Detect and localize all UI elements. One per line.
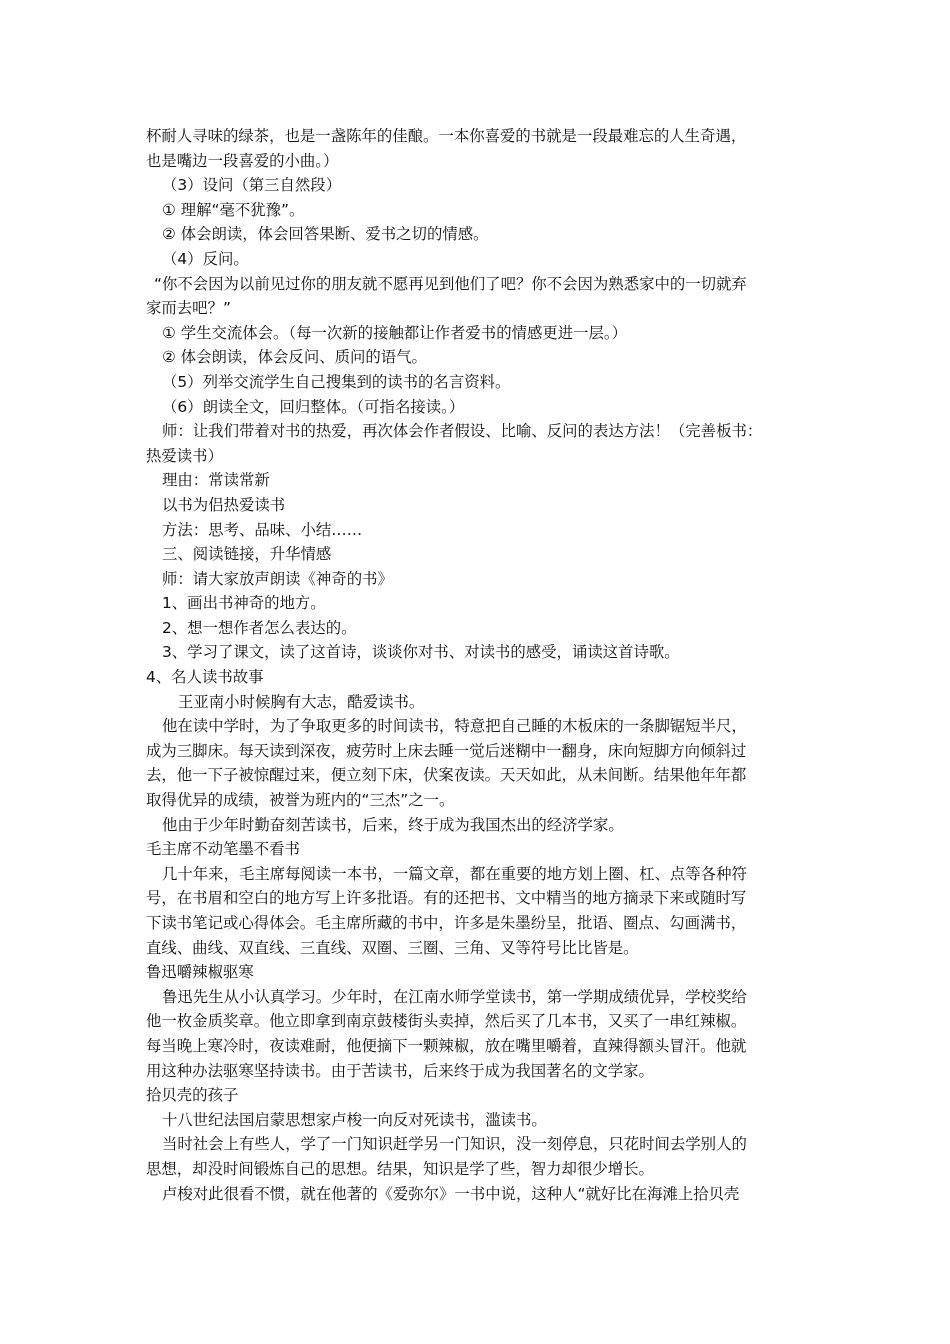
text-line: （5）列举交流学生自己搜集到的读书的名言资料。 xyxy=(162,372,511,391)
text-line: 十八世纪法国启蒙思想家卢梭一向反对死读书，滥读书。 xyxy=(162,1110,547,1129)
text-line: 拾贝壳的孩子 xyxy=(146,1086,239,1105)
text-line: 师：请大家放声朗读《神奇的书》 xyxy=(162,569,393,588)
text-line: （4）反问。 xyxy=(162,249,249,268)
text-line: 他由于少年时勤奋刻苦读书，后来，终于成为我国杰出的经济学家。 xyxy=(162,815,624,834)
text-line: 4、名人读书故事 xyxy=(146,668,264,687)
text-line: 以书为侣热爱读书 xyxy=(162,495,286,514)
text-line: 用这种办法驱寒坚持读书。由于苦读书，后来终于成为我国著名的文学家。 xyxy=(146,1061,654,1080)
text-line: 直线、曲线、双直线、三直线、双圈、三圈、三角、叉等符号比比皆是。 xyxy=(146,938,639,957)
text-line: 理由：常读常新 xyxy=(162,471,270,490)
text-line: 每当晚上寒冷时，夜读难耐，他便摘下一颗辣椒，放在嘴里嚼着，直辣得额头冒汗。他就 xyxy=(146,1036,747,1055)
text-line: 鲁迅先生从小认真学习。少年时，在江南水师学堂读书，第一学期成绩优异，学校奖给 xyxy=(162,987,747,1006)
text-line: 三、阅读链接，升华情感 xyxy=(162,545,332,564)
text-line: 方法：思考、品味、小结…… xyxy=(162,520,363,539)
text-line: 他一枚金质奖章。他立即拿到南京鼓楼街头卖掉，然后买了几本书，又买了一串红辣椒。 xyxy=(146,1012,747,1031)
text-line: ② 体会朗读，体会回答果断、爱书之切的情感。 xyxy=(162,225,489,244)
text-line: 鲁迅嚼辣椒驱寒 xyxy=(146,963,254,982)
text-line: ① 学生交流体会。（每一次新的接触都让作者爱书的情感更进一层。） xyxy=(162,323,628,342)
text-line: ① 理解“毫不犹豫”。 xyxy=(162,200,305,219)
document-page xyxy=(146,124,814,1206)
text-line: 师：让我们带着对书的热爱，再次体会作者假设、比喻、反问的表达方法！（完善板书： xyxy=(162,422,763,441)
text-line: 毛主席不动笔墨不看书 xyxy=(146,840,300,859)
text-line: 当时社会上有些人，学了一门知识赶学另一门知识，没一刻停息，只花时间去学别人的 xyxy=(162,1135,747,1154)
text-line: 也是嘴边一段喜爱的小曲。） xyxy=(146,151,339,170)
text-line: ② 体会朗读，体会反问、质问的语气。 xyxy=(162,348,427,367)
text-line: 取得优异的成绩，被誉为班内的“三杰”之一。 xyxy=(146,791,455,810)
text-line: 3、学习了课文，读了这首诗，谈谈你对书、对读书的感受，诵读这首诗歌。 xyxy=(162,643,680,662)
text-line: 杯耐人寻味的绿茶，也是一盏陈年的佳酿。一本你喜爱的书就是一段最难忘的人生奇遇， xyxy=(146,127,747,145)
text-line: 去，他一下子被惊醒过来，便立刻下床，伏案夜读。天天如此，从未间断。结果他年年都 xyxy=(146,766,747,785)
text-line: 思想，却没时间锻炼自己的思想。结果，知识是学了些，智力却很少增长。 xyxy=(146,1159,654,1178)
text-line: 号，在书眉和空白的地方写上许多批语。有的还把书、文中精当的地方摘录下来或随时写 xyxy=(146,889,747,908)
text-line: 王亚南小时候胸有大志，酷爱读书。 xyxy=(178,692,425,711)
text-line: 热爱读书） xyxy=(146,446,223,465)
text-line: 下读书笔记或心得体会。毛主席所藏的书中，许多是朱墨纷呈，批语、圈点、勾画满书， xyxy=(146,914,747,932)
text-line: 卢梭对此很看不惯，就在他著的《爱弥尔》一书中说，这种人“就好比在海滩上拾贝壳 xyxy=(162,1184,740,1203)
text-line: 家而去吧？” xyxy=(146,299,231,318)
text-line: 2、想一想作者怎么表达的。 xyxy=(162,618,357,637)
text-line: “你不会因为以前见过你的朋友就不愿再见到他们了吧？你不会因为熟悉家中的一切就弃 xyxy=(154,274,747,293)
text-line: 1、画出书神奇的地方。 xyxy=(162,594,326,613)
text-line: （6）朗读全文，回归整体。（可指名接读。） xyxy=(162,397,465,416)
text-line: 成为三脚床。每天读到深夜，疲劳时上床去睡一觉后迷糊中一翻身，床向短脚方向倾斜过 xyxy=(146,741,747,760)
text-line: 他在读中学时，为了争取更多的时间读书，特意把自己睡的木板床的一条脚锯短半尺， xyxy=(162,717,747,736)
text-line: 几十年来，毛主席每阅读一本书，一篇文章，都在重要的地方划上圈、杠、点等各种符 xyxy=(162,864,747,883)
text-line: （3）设问（第三自然段） xyxy=(162,176,342,195)
